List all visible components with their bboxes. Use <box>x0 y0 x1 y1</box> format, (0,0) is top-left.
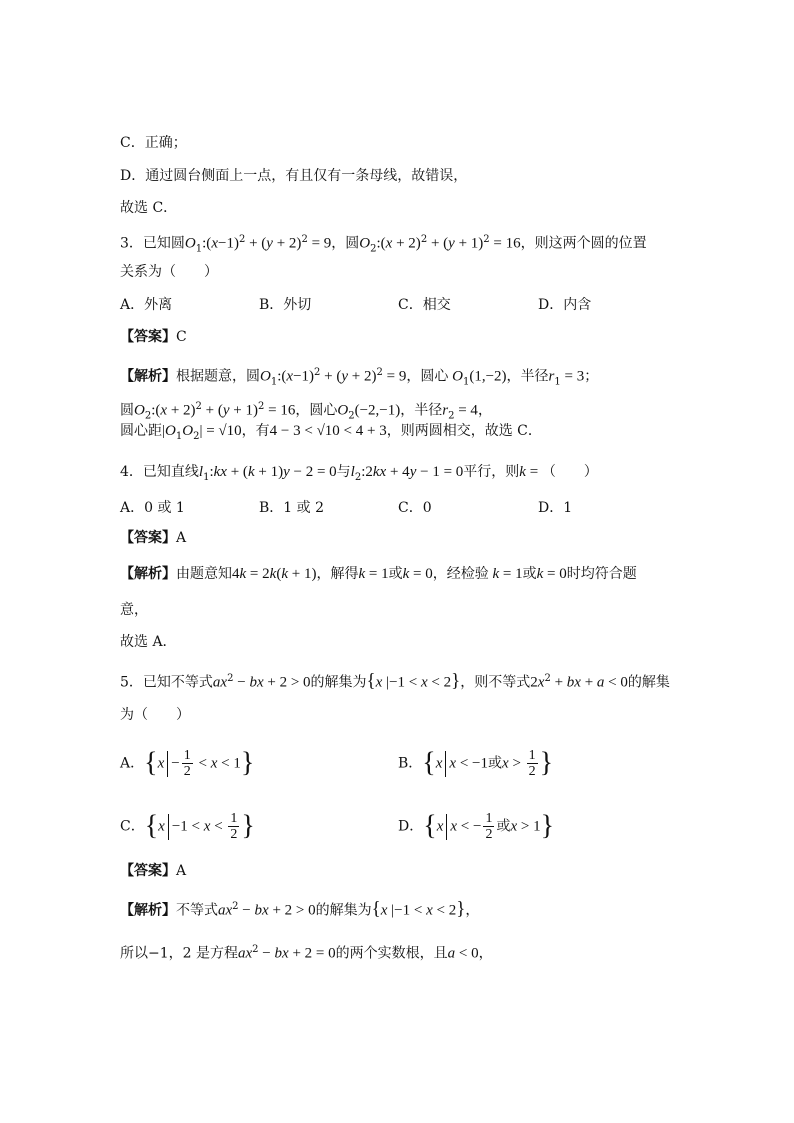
q5-option-c-label: C． <box>120 818 145 835</box>
q4-answer: 【答案】A <box>120 530 187 546</box>
q5-option-c: C．{x −1 < x < $\frac{1}{2}$ } <box>120 810 255 842</box>
line-choose-a: 故选 A． <box>120 634 177 650</box>
q4-option-c: C．0 <box>398 500 432 516</box>
q5-option-a: A．{x − $\frac{1}{2}$ < x < 1} <box>120 747 255 779</box>
q5-option-a-label: A． <box>120 755 145 772</box>
q5-stem-line2: 为（ ） <box>120 707 190 723</box>
q4-solution-2: 意， <box>120 602 148 618</box>
q3-stem-line2: 关系为（ ） <box>120 264 218 280</box>
q4-stem: 4．已知直线$l_1:kx + (k + 1)y - 2 = 0$与$l_2:2kx + 4y - 1 = 0$平行，则k = （ ） <box>120 464 598 483</box>
q3-stem: 3．已知圆$O_1:(x-1)^2 + (y + 2)^2 = 9$，圆$O_2:(x + 2)^2 + (y + 1)^2 = 16$，则这两个圆的位置 <box>120 234 647 255</box>
q4-solution-1: 【解析】由题意知4k = 2k(k + 1)，解得k = 1或k = 0，经检验 k = 1或k = 0时均符合题 <box>120 566 637 582</box>
q3-option-d: D．内含 <box>538 297 592 313</box>
q5-stem: 5．已知不等式$ax^2$ − bx + 2 > 0的解集为{x |−1 < x < 2}，则不等式$2x^2$ + bx + a < 0的解集 <box>120 670 670 692</box>
q4-option-b: B．1 或 2 <box>259 500 325 516</box>
q5-solution-1: 【解析】不等式$ax^2$ − bx + 2 > 0的解集为{x |−1 < x < 2}， <box>120 898 480 920</box>
q3-answer: 【答案】C <box>120 329 187 345</box>
line-d-wrong: D．通过圆台侧面上一点，有且仅有一条母线，故错误， <box>120 168 468 184</box>
line-c-correct: C．正确； <box>120 135 187 151</box>
q5-option-d-label: D． <box>398 818 424 835</box>
line-choose-c: 故选 C． <box>120 200 178 216</box>
q3-option-a: A．外离 <box>120 297 173 313</box>
q5-option-b-label: B． <box>398 755 423 772</box>
q5-option-d: D．{x x < − $\frac{1}{2}$ 或x > 1} <box>398 810 555 842</box>
q3-solution-3: 圆心距$|O_1O_2| = √10$，有4 − 3 < √10 < 4 + 3，则两圆相交，故选 C． <box>120 423 542 442</box>
q4-option-a: A．0 或 1 <box>120 500 185 516</box>
q5-option-b: B．{x x < −1或x > $\frac{1}{2}$ } <box>398 747 554 779</box>
q5-solution-2: 所以−1，2 是方程$ax^2$ − bx + 2 = 0的两个实数根，且a < 0， <box>120 944 493 962</box>
q3-solution-2: 圆$O_2:(x + 2)^2 + (y + 1)^2 = 16$，圆心$O_2(-2,-1)$，半径$r_2 = 4$， <box>120 401 492 422</box>
q3-option-b: B．外切 <box>259 297 312 313</box>
q3-solution-1: 【解析】根据题意，圆$O_1:(x-1)^2 + (y + 2)^2 = 9$，圆心 $O_1(1,-2)$，半径$r_1 = 3$； <box>120 367 599 388</box>
q4-option-d: D．1 <box>538 500 573 516</box>
q3-option-c: C．相交 <box>398 297 451 313</box>
q5-answer: 【答案】A <box>120 863 187 879</box>
